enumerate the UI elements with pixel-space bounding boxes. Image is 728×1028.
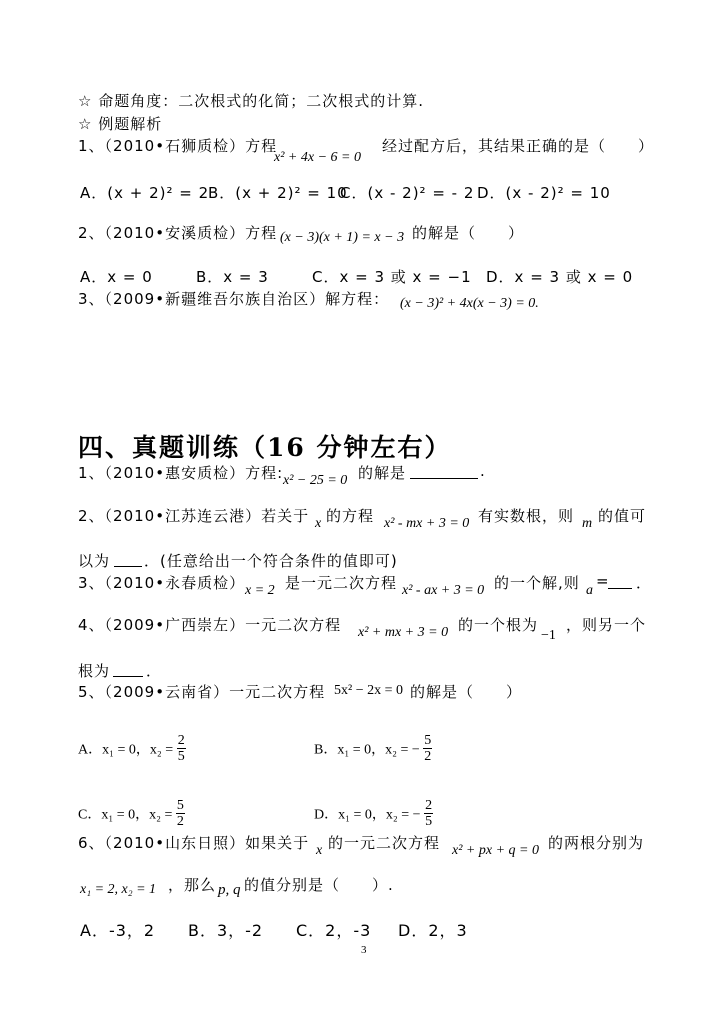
page-number: 3 (361, 944, 367, 956)
t5-option-a-num: 2 (177, 733, 185, 748)
t2-text-b: 的方程 (326, 507, 375, 525)
q3-text: 3、（2009•新疆维吾尔族自治区）解方程： (78, 290, 390, 308)
t6-option-b: B．3，-2 (188, 921, 264, 940)
t4-equation: x² + mx + 3 = 0 (358, 625, 449, 640)
t3-period: ． (636, 574, 653, 592)
t2-text-e: 以为 (78, 552, 111, 570)
t5-option-d-num: 2 (425, 798, 433, 813)
t6-text-b: 的一元二次方程 (328, 834, 441, 852)
t5-option-a-label: A． (78, 742, 103, 758)
t4-text: 4、（2009•广西崇左）一元二次方程 (78, 616, 342, 634)
t5-option-a-den: 5 (177, 749, 185, 764)
t4-text-b: 的一个根为 (458, 616, 539, 634)
t2-text: 2、（2010•江苏连云港）若关于 (78, 507, 310, 525)
t3-var-a: a (586, 583, 593, 598)
t5-option-b (314, 735, 432, 766)
q2-equation: (x − 3)(x + 1) = x − 3 (280, 230, 405, 245)
t5-option-c-label: C． (78, 807, 102, 823)
t5-option-c-expr: x₁ = 0，x₂ = (101, 807, 173, 823)
t1-period: . (480, 462, 486, 480)
q2-option-b: B．x = 3 (196, 268, 269, 286)
t6-text-c: 的两根分别为 (548, 834, 645, 852)
t5-option-d-label: D． (314, 807, 339, 823)
t6-text-e: 的值分别是（ ）. (244, 876, 394, 894)
t5-equation: 5x² − 2x = 0 (334, 683, 403, 698)
t2-var-x: x (315, 516, 322, 531)
t5-option-b-label: B． (314, 742, 338, 758)
topic-line: ☆ 命题角度：二次根式的化简；二次根式的计算. (78, 92, 424, 110)
t1-equation: x² − 25 = 0 (283, 473, 348, 488)
t1-answer-blank (410, 478, 478, 479)
t5-option-d (314, 800, 433, 831)
t4-text-d: 根为 (78, 662, 111, 680)
q2-option-a: A．x = 0 (80, 268, 153, 286)
q1-option-c: C．(x - 2)² = - 2 (340, 184, 475, 202)
t2-text-d: 的值可 (598, 507, 647, 525)
q2-tail: 的解是（ ） (412, 224, 525, 242)
q2-text: 2、（2010•安溪质检）方程 (78, 224, 278, 242)
t6-text: 6、（2010•山东日照）如果关于 (78, 834, 310, 852)
t5-option-a-expr: x₁ = 0，x₂ = (102, 742, 174, 758)
t5-text: 5、（2009•云南省）一元二次方程 (78, 683, 326, 701)
t3-equation-2: x² - ax + 3 = 0 (402, 583, 485, 598)
t6-var-x: x (316, 843, 323, 858)
t6-option-d: D．2，3 (398, 921, 468, 940)
q1-option-a: A．(x + 2)² = 2 (80, 184, 210, 202)
t1-text-b: 的解是 (358, 464, 407, 482)
section-title: 四、真题训练（16 分钟左右） (78, 433, 452, 462)
t5-option-b-den: 2 (424, 749, 432, 764)
q2-option-c: C．x = 3 或 x = −1 (312, 268, 472, 286)
t6-roots: x₁ = 2, x₂ = 1 (80, 882, 157, 897)
t3-text: 3、（2010•永春质检） (78, 574, 246, 592)
t2-answer-blank (114, 566, 142, 567)
t4-period: ． (146, 662, 163, 680)
q3-equation: (x − 3)² + 4x(x − 3) = 0. (400, 296, 539, 311)
q2-option-d: D．x = 3 或 x = 0 (486, 268, 634, 286)
q1-tail: 经过配方后，其结果正确的是（ ） (382, 137, 655, 155)
t6-equation: x² + px + q = 0 (452, 843, 539, 858)
t3-text-b: 是一元二次方程 (285, 574, 398, 592)
t4-text-c: ，则另一个 (566, 616, 647, 634)
t3-answer-blank (608, 588, 632, 589)
t4-answer-blank (113, 676, 143, 677)
t5-option-b-expr: x₁ = 0，x₂ = − (337, 742, 420, 758)
t3-equals: = (596, 572, 610, 590)
t5-option-d-expr: x₁ = 0，x₂ = − (338, 807, 421, 823)
t5-option-c-num: 5 (176, 798, 184, 813)
t1-text: 1、（2010•惠安质检）方程: (78, 464, 284, 482)
t6-option-a: A．-3，2 (80, 921, 156, 940)
t2-text-c: 有实数根，则 (478, 507, 575, 525)
t5-option-c (78, 800, 185, 831)
t2-equation: x² - mx + 3 = 0 (384, 516, 470, 531)
q1-text: 1、（2010•石狮质检）方程 (78, 137, 278, 155)
t3-text-c: 的一个解,则 (494, 574, 580, 592)
t5-option-d-den: 5 (425, 814, 433, 829)
t2-text-f: ．(任意给出一个符合条件的值即可) (144, 552, 398, 570)
example-heading: ☆ 例题解析 (78, 115, 163, 133)
t6-option-c: C．2，-3 (296, 921, 372, 940)
q1-option-d: D．(x - 2)² = 10 (477, 184, 611, 202)
t6-pq: p, q (218, 882, 241, 898)
t4-root: −1 (541, 628, 556, 643)
t5-option-c-den: 2 (176, 814, 184, 829)
t5-text-b: 的解是（ ） (410, 683, 523, 701)
t5-option-a (78, 735, 186, 766)
t3-equation-1: x = 2 (245, 583, 275, 598)
t2-var-m: m (582, 516, 593, 531)
t6-text-d: ，那么 (168, 876, 217, 894)
t5-option-b-num: 5 (424, 733, 432, 748)
q1-equation: x² + 4x − 6 = 0 (274, 150, 361, 165)
q1-option-b: B．(x + 2)² = 10 (208, 184, 348, 202)
